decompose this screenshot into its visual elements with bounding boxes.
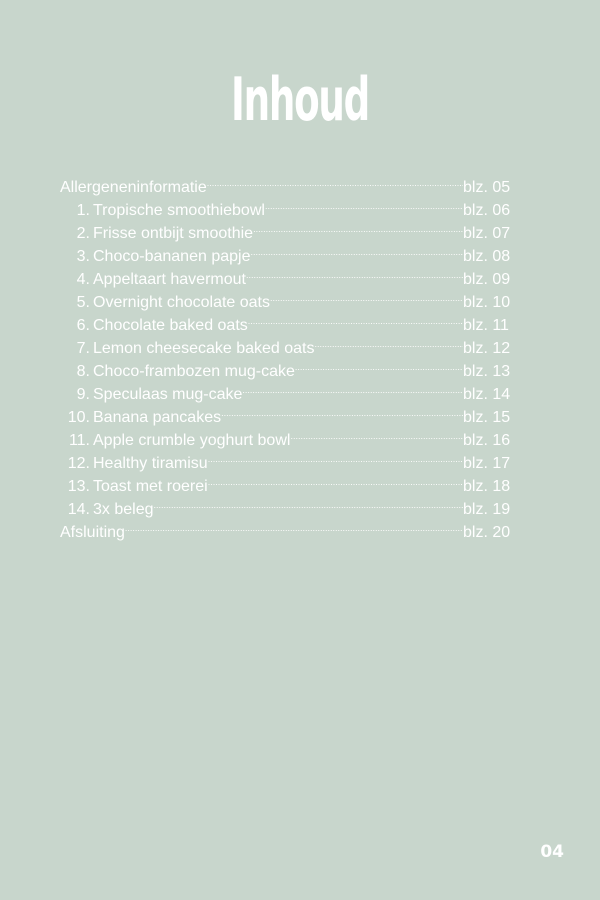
toc-entry-page: blz. 15 [463,409,511,426]
toc-entry-label: Choco-bananen papje [93,248,251,265]
toc-entry-label: Speculaas mug-cake [93,386,243,403]
toc-entry-page: blz. 05 [463,179,511,196]
toc-entry-page: blz. 19 [463,501,511,518]
toc-entry-number: 11. [68,432,90,449]
toc-dot-leader [208,445,463,468]
toc-entry-label: Banana pancakes [93,409,222,426]
toc-entry-page: blz. 12 [463,340,511,357]
toc-entry-label: Appeltaart havermout [93,271,246,288]
toc-dot-leader [265,192,463,215]
toc-entry-label: Allergeneninformatie [60,179,207,196]
toc-entry-label: Toast met roerei [93,478,208,495]
toc-dot-leader [154,491,464,514]
toc-entry-label: Tropische smoothiebowl [93,202,265,219]
table-of-contents [60,169,520,541]
toc-dot-leader [221,399,463,422]
toc-entry-number: 6. [76,317,90,334]
toc-entry-label: Choco-frambozen mug-cake [93,363,295,380]
toc-entry-page: blz. 20 [463,524,511,541]
toc-entry-page: blz. 18 [463,478,511,495]
toc-entry-page: blz. 10 [463,294,511,311]
toc-dot-leader [125,514,463,537]
toc-entry-page: blz. 09 [463,271,511,288]
toc-entry-number: 1. [76,202,90,219]
toc-entry-label: Afsluiting [60,524,125,541]
toc-entry-label: Apple crumble yoghurt bowl [93,432,291,449]
toc-entry-number: 9. [76,386,90,403]
toc-entry-page: blz. 08 [463,248,511,265]
toc-entry-number: 10. [67,409,90,426]
toc-entry-allergeneninformatie [60,169,520,196]
toc-entry-number: 3. [76,248,90,265]
toc-entry-page: blz. 14 [463,386,511,403]
toc-entry-page: blz. 07 [463,225,511,242]
toc-entry-label: Frisse ontbijt smoothie [93,225,254,242]
toc-dot-leader [253,215,463,238]
toc-entry-number: 7. [76,340,90,357]
toc-entry-page: blz. 13 [463,363,511,380]
toc-entry-page: blz. 16 [463,432,511,449]
toc-entry-number: 12. [67,455,90,472]
page-title: Inhoud [230,65,370,135]
toc-entry-label: 3x beleg [93,501,154,518]
toc-dot-leader [270,284,463,307]
toc-entry-label: Healthy tiramisu [93,455,208,472]
toc-entry-page: blz. 11 [463,317,509,334]
toc-entry-number: 5. [76,294,90,311]
toc-entry-number: 13. [67,478,90,495]
toc-entry-afsluiting [60,514,520,541]
toc-entry-label: Lemon cheesecake baked oats [93,340,315,357]
toc-entry-label: Overnight chocolate oats [93,294,270,311]
toc-entry-label: Chocolate baked oats [93,317,248,334]
toc-entry-number: 14. [67,501,90,518]
toc-entry-number: 8. [76,363,90,380]
toc-entry-number: 4. [76,271,90,288]
toc-dot-leader [207,169,463,192]
toc-dot-leader [208,468,463,491]
toc-dot-leader [250,238,463,261]
toc-dot-leader [246,261,463,284]
toc-entry-page: blz. 17 [463,455,511,472]
toc-dot-leader [314,330,463,353]
toc-dot-leader [295,353,463,376]
toc-dot-leader [248,307,463,330]
toc-entry-page: blz. 06 [463,202,511,219]
page-number: 04 [540,842,564,862]
toc-dot-leader [290,422,463,445]
toc-dot-leader [242,376,463,399]
toc-entry-number: 2. [76,225,90,242]
